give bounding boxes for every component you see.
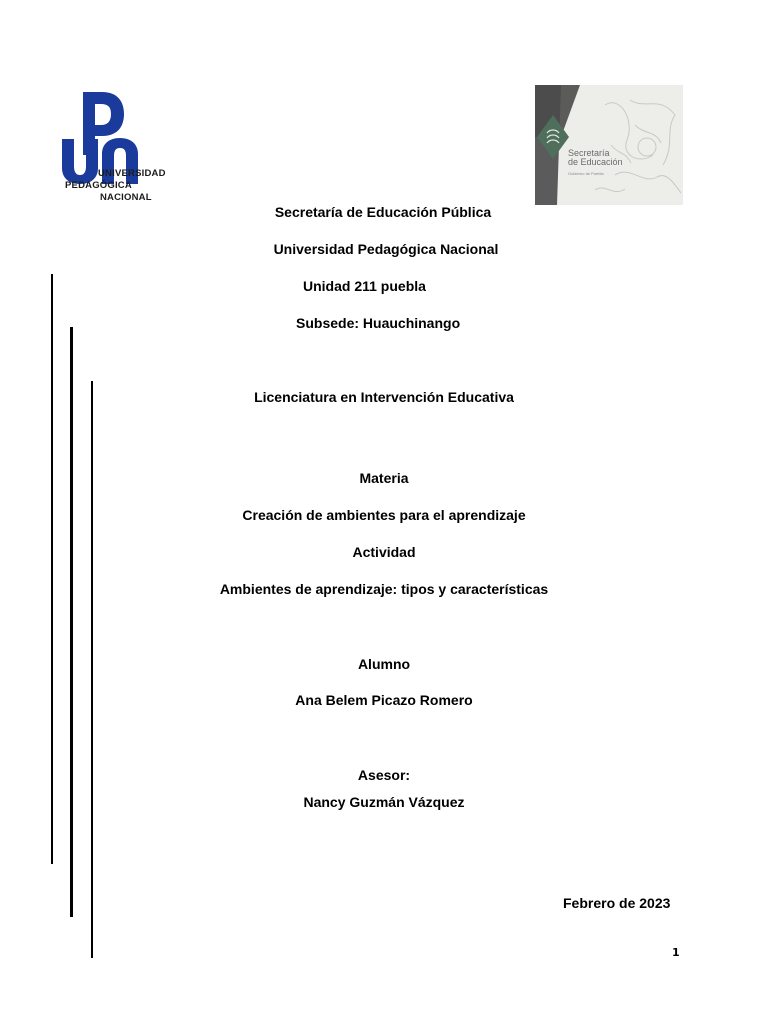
activity-label: Actividad — [352, 544, 416, 560]
advisor-name: Nancy Guzmán Vázquez — [303, 794, 465, 810]
subject-label: Materia — [359, 470, 409, 486]
sep-logo — [535, 85, 683, 205]
upn-logo-line2: PEDAGÓGICA — [65, 180, 132, 191]
upn-logo-line1: UNIVERSIDAD — [98, 168, 166, 179]
vertical-rule-middle — [70, 327, 73, 917]
header-line-universidad: Universidad Pedagógica Nacional — [273, 241, 499, 257]
activity-value: Ambientes de aprendizaje: tipos y características — [219, 581, 549, 597]
advisor-label: Asesor: — [357, 767, 411, 783]
upn-logo — [62, 92, 192, 207]
sep-logo-subtitle: Gobierno de Puebla — [568, 171, 604, 176]
vertical-rule-inner — [91, 381, 93, 958]
program-title: Licenciatura en Intervención Educativa — [254, 389, 514, 405]
sep-banner-graphic — [535, 85, 683, 205]
header-line-unidad: Unidad 211 puebla — [303, 278, 426, 294]
page-number: 1 — [672, 946, 680, 959]
subject-value: Creación de ambientes para el aprendizaje — [242, 507, 526, 523]
header-line-subsede: Subsede: Huauchinango — [296, 315, 461, 331]
sep-logo-text: Secretaría de Educación — [568, 148, 623, 167]
student-label: Alumno — [357, 656, 411, 672]
upn-logo-line3: NACIONAL — [100, 192, 152, 203]
date: Febrero de 2023 — [563, 895, 671, 911]
header-line-secretaria: Secretaría de Educación Pública — [274, 204, 492, 220]
student-name: Ana Belem Picazo Romero — [295, 692, 473, 708]
vertical-rule-outer — [51, 274, 53, 864]
